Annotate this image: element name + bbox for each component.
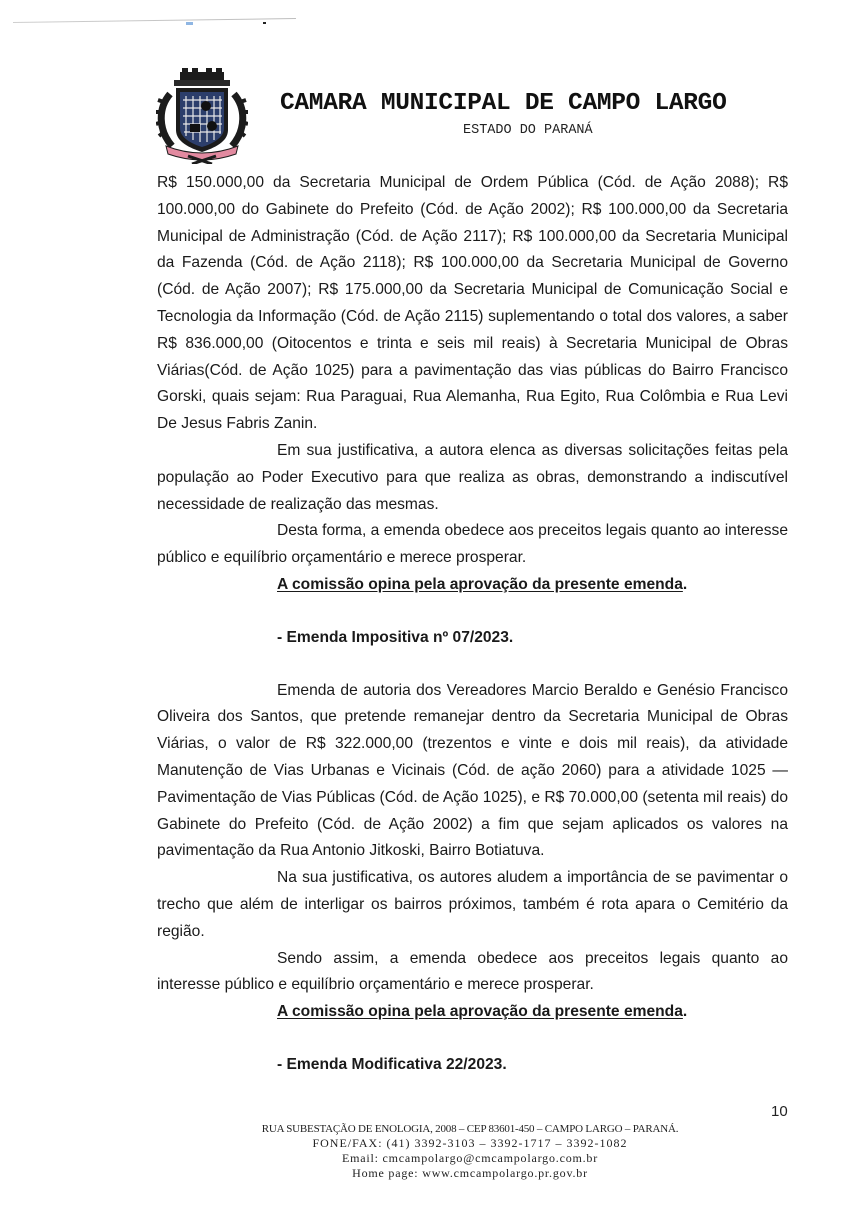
footer — [210, 1122, 730, 1181]
paragraph-conclusion: Desta forma, a emenda obedece aos preceitos legais quanto ao interesse público e equilíbrio orçamentário e merece prosperar. — [157, 522, 788, 567]
paragraph-conclusion: Sendo assim, a emenda obedece aos preceitos legais quanto ao interesse público e equilíbrio orçamentário e merece prosperar. — [157, 949, 788, 994]
committee-opinion-period: . — [682, 1003, 688, 1021]
org-subtitle: ESTADO DO PARANÁ — [463, 123, 593, 138]
document-body — [157, 170, 788, 1079]
paragraph-emenda-description: Emenda de autoria dos Vereadores Marcio Beraldo e Genésio Francisco Oliveira dos Santos, que pretende remanejar dentro da Secretaria Municipal de Obras Viárias, o valor de R$ 322.000,00 (trezentos e vinte e dois mil reais), da atividade Manutenção de Vias Urbanas e Vicinais (Cód. de ação 2060) para a atividade 1025 — Pavimentação de Vias Públicas (Cód. de Ação 1025), e R$ 70.000,00 (setenta mil reais) do Gabinete do Prefeito (Cód. de Ação 2002) a fim que sejam aplicados os valores na pavimentação da Rua Antonio Jitkoski, Bairro Botiatuva. — [157, 681, 788, 860]
paragraph-justification: Na sua justificativa, os autores aludem a importância de se pavimentar o trecho que além de interligar os bairros próximos, também é rota apara o Cemitério da região. — [157, 869, 788, 940]
paragraph-justification: Em sua justificativa, a autora elenca as diversas solicitações feitas pela população ao Poder Executivo para que realiza as obras, demonstrando a indiscutível necessidade de realização das mesmas. — [157, 441, 788, 513]
committee-opinion-text: A comissão opina pela aprovação da presente emenda — [277, 1003, 683, 1021]
org-title: CAMARA MUNICIPAL DE CAMPO LARGO — [280, 90, 727, 117]
spacer — [157, 1026, 788, 1052]
coat-of-arms-icon — [156, 68, 248, 164]
section-heading-emenda-modificativa: - Emenda Modificativa 22/2023. — [277, 1055, 507, 1073]
page-number: 10 — [771, 1103, 788, 1120]
scan-artifact-line — [13, 18, 296, 23]
committee-opinion — [157, 572, 788, 599]
committee-opinion — [157, 999, 788, 1026]
scan-artifact-dot — [263, 22, 266, 24]
footer-phone: FONE/FAX: (41) 3392-3103 – 3392-1717 – 3392-1082 — [312, 1136, 628, 1150]
footer-address: RUA SUBESTAÇÃO DE ENOLOGIA, 2008 – CEP 83601-450 – CAMPO LARGO – PARANÁ. — [261, 1123, 679, 1135]
committee-opinion-period: . — [682, 575, 688, 593]
section-heading-emenda-impositiva: - Emenda Impositiva nº 07/2023. — [277, 628, 514, 646]
spacer — [157, 652, 788, 678]
footer-email: Email: cmcampolargo@cmcampolargo.com.br — [341, 1151, 599, 1165]
footer-homepage: Home page: www.cmcampolargo.pr.gov.br — [352, 1166, 588, 1180]
spacer — [157, 599, 788, 625]
paragraph-continuation: R$ 150.000,00 da Secretaria Municipal de Ordem Pública (Cód. de Ação 2088); R$ 100.000,00 do Gabinete do Prefeito (Cód. de Ação 2002); R$ 100.000,00 da Secretaria Municipal de Administração (Cód. de Ação 2117); R$ 100.000,00 da Secretaria Municipal da Fazenda (Cód. de Ação 2118); R$ 100.000,00 da Secretaria Municipal de Governo (Cód. de Ação 2007); R$ 175.000,00 da Secretaria Municipal de Comunicação Social e Tecnologia da Informação (Cód. de Ação 2115) suplementando o total dos valores, a saber R$ 836.000,00 (Oitocentos e trinta e seis mil reais) à Secretaria Municipal de Obras Viárias(Cód. de Ação 1025) para a pavimentação das vias públicas do Bairro Francisco Gorski, quais sejam: Rua Paraguai, Rua Alemanha, Rua Egito, Rua Colômbia e Rua Levi De Jesus Fabris Zanin. — [157, 174, 788, 433]
scan-artifact-mark — [186, 22, 193, 25]
committee-opinion-text: A comissão opina pela aprovação da presente emenda — [277, 575, 683, 593]
